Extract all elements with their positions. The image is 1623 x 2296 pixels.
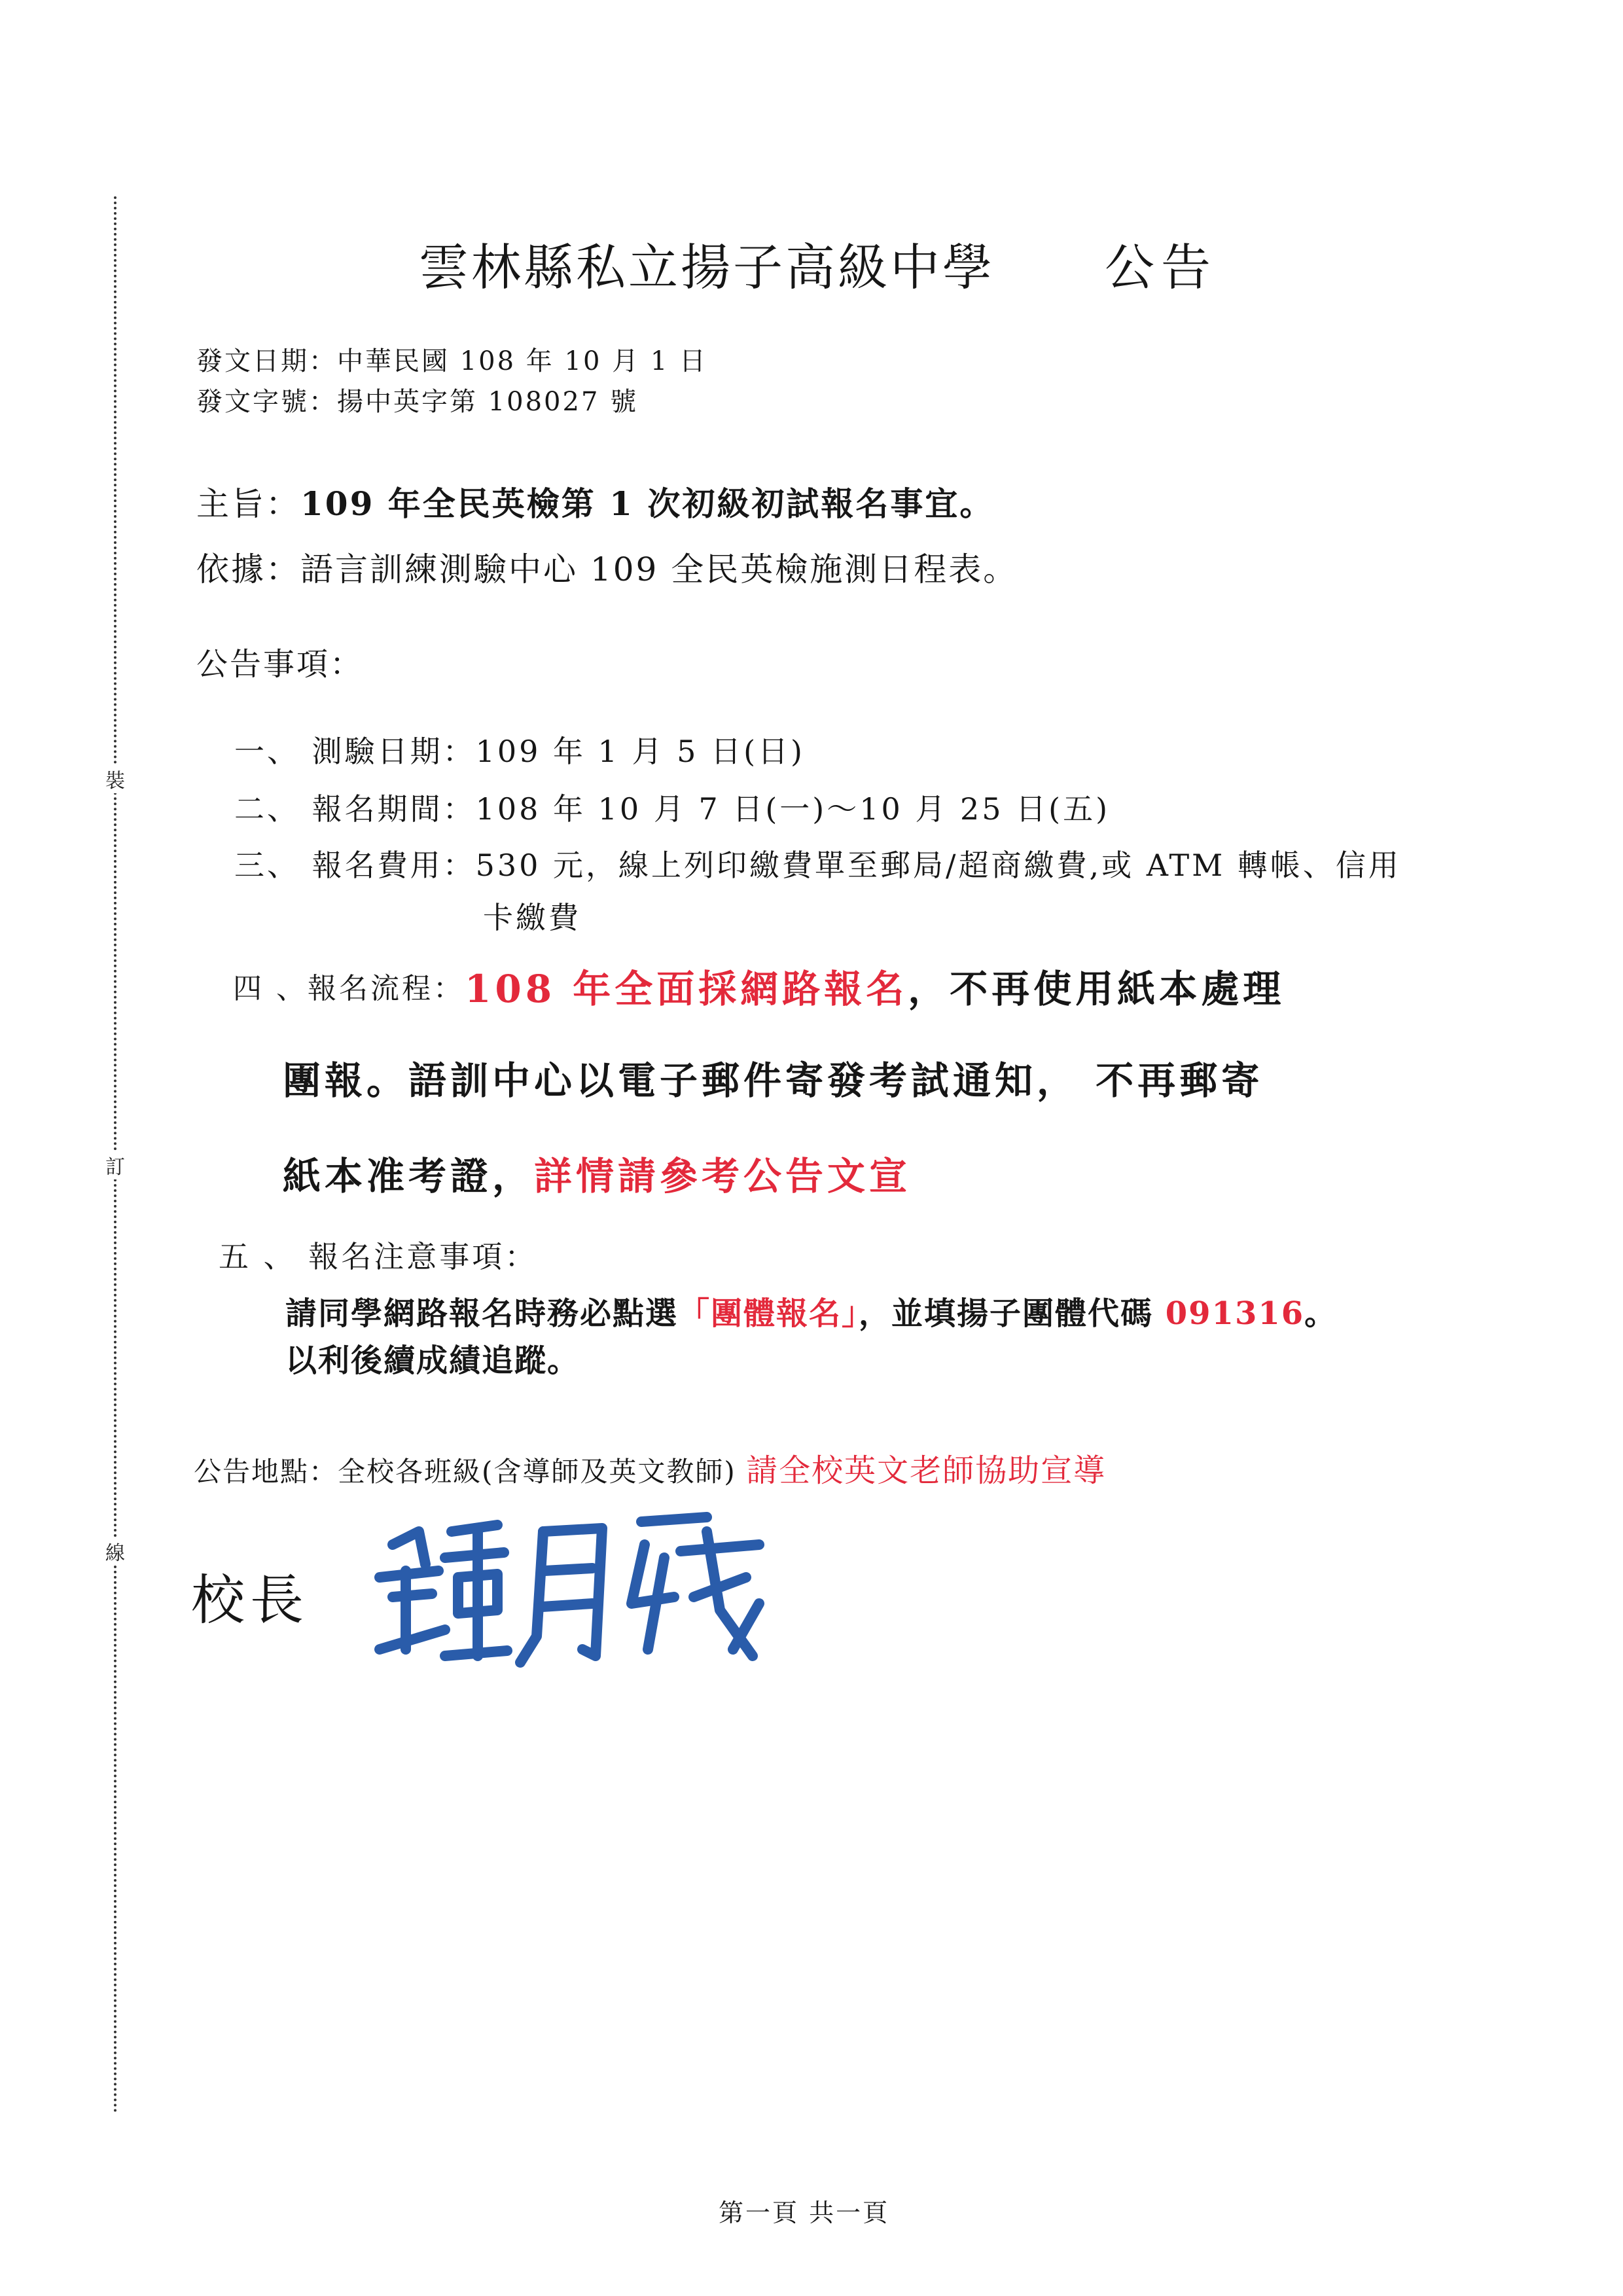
binding-char-ding: 訂 — [102, 1151, 128, 1179]
binding-char-xian: 線 — [102, 1537, 128, 1566]
binding-char-zhuang: 裝 — [102, 764, 128, 793]
issue-date: 發文日期：中華民國 108 年 10 月 1 日 — [196, 346, 707, 376]
item-process-line3 — [283, 1145, 911, 1200]
location-red: 請全校英文老師協助宣導 — [746, 1452, 1107, 1489]
item-process-label: 四 、報名流程： — [233, 972, 465, 1005]
subject-label: 主旨： — [196, 485, 300, 523]
basis-line: 依據：語言訓練測驗中心 109 全民英檢施測日程表。 — [196, 550, 1018, 588]
item-notes-line2: 以利後續成績追蹤。 — [285, 1342, 580, 1379]
group-code: 091316 — [1165, 1295, 1305, 1332]
item-registration-period: 二、 報名期間：108 年 10 月 7 日(一)～10 月 25 日(五) — [234, 791, 1111, 827]
item-process-rest: ，不再使用紙本處理 — [908, 967, 1285, 1011]
item-notes-label: 五 、 報名注意事項： — [219, 1239, 538, 1274]
subject-line — [196, 478, 994, 525]
location-line — [194, 1445, 1106, 1490]
item-process-line3-black: 紙本准考證， — [283, 1154, 535, 1198]
reference-number: 發文字號：揚中英字第 108027 號 — [196, 387, 639, 417]
document-type: 公告 — [1105, 238, 1217, 296]
group-registration-label: 「團體報名」 — [678, 1295, 859, 1332]
item-notes-line1-b: ，並填揚子團體代碼 — [859, 1295, 1166, 1332]
item-notes-line1-a: 請同學網路報名時務必點選 — [285, 1295, 679, 1332]
item-test-date: 一、 測驗日期：109 年 1 月 5 日(日) — [234, 734, 805, 769]
location-text: 公告地點：全校各班級(含導師及英文教師) — [194, 1456, 747, 1488]
subject-text: 109 年全民英檢第 1 次初級初試報名事宜。 — [300, 484, 995, 523]
page-footer: 第一頁 共一頁 — [719, 2198, 890, 2227]
item-process-line2: 團報。語訓中心以電子郵件寄發考試通知， 不再郵寄 — [283, 1058, 1264, 1103]
principal-title: 校長 — [191, 1570, 310, 1632]
item-process-line3-red: 詳情請參考公告文宣 — [534, 1154, 912, 1198]
item-fee-line2: 卡繳費 — [483, 900, 581, 935]
notices-heading: 公告事項： — [196, 646, 364, 683]
item-notes-line1-end: 。 — [1304, 1295, 1338, 1332]
item-process-red: 108 年全面採網路報名 — [465, 967, 908, 1011]
item-notes-line1 — [285, 1288, 1337, 1333]
school-name: 雲林縣私立揚子高級中學 — [419, 238, 995, 296]
item-fee-line1: 三、 報名費用：530 元，線上列印繳費單至郵局/超商繳費,或 ATM 轉帳、信用 — [234, 848, 1401, 883]
principal-signature — [366, 1505, 772, 1676]
item-process-line1 — [233, 958, 1285, 1013]
